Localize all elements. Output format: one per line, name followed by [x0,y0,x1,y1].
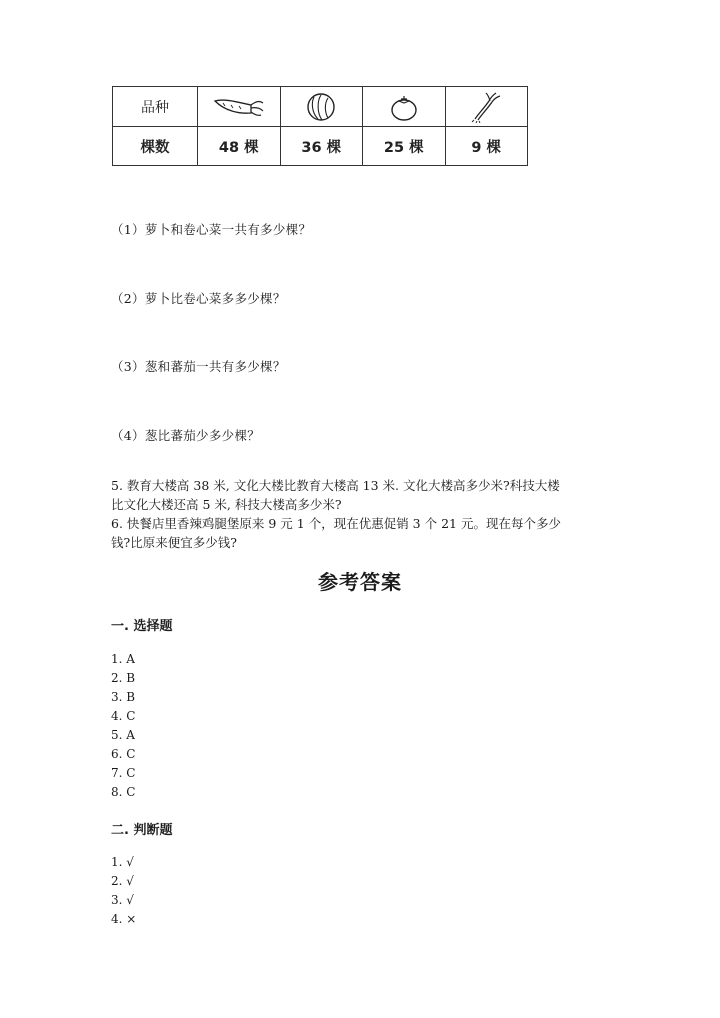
problem-5-line-1: 5. 教育大楼高 38 米, 文化大楼比教育大楼高 13 米. 文化大楼高多少米?科技大楼 [111,478,560,493]
tomato-icon [387,92,421,122]
variety-row [113,87,528,127]
carrot-count: 48 棵 [198,127,281,166]
question-3: （3）葱和蕃茄一共有多少棵？ [111,359,286,374]
answers-title: 参考答案 [318,570,402,594]
scallion-icon [469,91,503,123]
problem-6-line-1: 6. 快餐店里香辣鸡腿堡原来 9 元 1 个，现在优惠促销 3 个 21 元。现在每个多少 [111,516,561,531]
cabbage-icon [304,91,338,123]
cabbage-count: 36 棵 [280,127,363,166]
list-item: 7. C [111,766,136,780]
problem-5-line-2: 比文化大楼还高 5 米, 科技大楼高多少米? [111,497,342,512]
list-item: 8. C [111,785,136,799]
list-item: 3. √ [111,893,134,907]
vegetable-count-table [112,86,528,166]
tomato-count: 25 棵 [363,127,446,166]
list-item: 2. B [111,671,136,685]
choice-answer-list [111,650,135,802]
list-item: 1. √ [111,855,134,869]
count-row [113,127,528,166]
section-choice-title: 一. 选择题 [111,619,173,634]
problem-6-line-2: 钱?比原来便宜多少钱? [111,535,237,550]
judge-answer-list [111,853,136,929]
scallion-count: 9 棵 [445,127,528,166]
scallion-cell [445,87,528,127]
list-item: 3. B [111,690,136,704]
count-label: 棵数 [113,127,198,166]
section-judge-title: 二. 判断题 [111,823,173,838]
carrot-icon [211,94,267,120]
problem-5 [111,476,611,514]
problem-6 [111,514,611,552]
list-item: 5. A [111,728,135,742]
list-item: 1. A [111,652,135,666]
list-item: 2. √ [111,874,134,888]
question-4: （4）葱比蕃茄少多少棵？ [111,428,261,443]
variety-label: 品种 [113,87,198,127]
cabbage-cell [280,87,363,127]
carrot-cell [198,87,281,127]
list-item: 4. × [111,912,137,926]
list-item: 4. C [111,709,136,723]
question-1: （1）萝卜和卷心菜一共有多少棵？ [111,222,312,237]
question-2: （2）萝卜比卷心菜多多少棵？ [111,291,286,306]
tomato-cell [363,87,446,127]
list-item: 6. C [111,747,136,761]
